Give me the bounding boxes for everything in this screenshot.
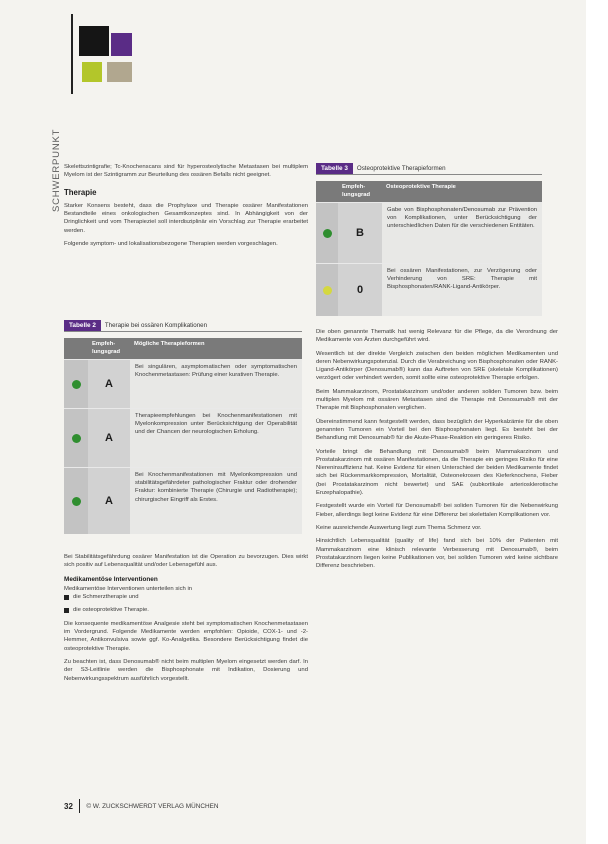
recommendation-dot-green xyxy=(72,434,81,443)
table-3 xyxy=(316,163,542,316)
left-column-bottom xyxy=(64,553,308,688)
table-3-text: Bei ossären Manifestationen, zur Verzögerung oder Verhinderung von SRE: Therapie mit Bisphosphonaten/RANK-Ligand-Antikörper. xyxy=(382,264,542,316)
list-item: die Schmerztherapie und xyxy=(64,593,308,601)
therapy-paragraph-2: Folgende symptom- und lokalisationsbezogene Therapien werden vorgeschlagen. xyxy=(64,241,278,248)
bullet-square-icon xyxy=(64,608,69,613)
right-paragraph-3: Beim Mammakarzinom, Prostatakarzinom und/oder anderen soliden Tumoren bzw. beim multiplen Myelom mit ossären Metastasen sind die Therapie mit Denosumab® mit der Therapie mit Bisphosphonaten verglichen. xyxy=(316,388,558,412)
recommendation-dot-green xyxy=(72,497,81,506)
intro-paragraph: Skelettszintigrafie; Tc-Knochenscans sind für hyperosteolytische Metastasen bei multiplem Myelom ist der Szintigramm zur Beurteilung des ossären Befalls nicht geeignet. xyxy=(64,164,308,179)
table-3-text: Gabe von Bisphosphonaten/Denosumab zur Prävention von Komplikationen, unter Berücksichtigung der unterschiedlichen Daten für die verschiedenen Entitäten. xyxy=(382,203,542,263)
table-3-row xyxy=(316,263,542,316)
page-edge xyxy=(586,0,608,844)
table-3-col-grade: Empfeh-lungsgrad xyxy=(342,184,371,198)
table-2-grade: A xyxy=(88,409,130,467)
table-3-row xyxy=(316,202,542,263)
table-3-badge: Tabelle 3 xyxy=(316,163,353,174)
section-label: SCHWERPUNKT xyxy=(51,128,62,212)
medication-intro: Medikamentöse Interventionen unterteilen sich in xyxy=(64,585,193,592)
list-item: die osteoprotektive Therapie. xyxy=(64,606,308,614)
after-table-paragraph: Bei Stabilitätsgefährdung ossärer Manifestation ist die Operation zu bevorzugen. Dies wirkt sich positiv auf Lebensqualität und/oder Lebensgefühl aus. xyxy=(64,554,308,569)
publisher-credit: © W. ZUCKSCHWERDT VERLAG MÜNCHEN xyxy=(86,802,219,810)
right-paragraph-6: Festgestellt wurde ein Vorteil für Denosumab® bei soliden Tumoren für die Nebenwirkung Fieber, allerdings liegt keine Evidenz für eine Differenz bei skelettalen Komplikationen vor. xyxy=(316,503,558,518)
recommendation-dot-green xyxy=(323,229,332,238)
table-2 xyxy=(64,320,302,534)
table-2-row xyxy=(64,408,302,467)
table-2-col-grade: Empfeh-lungsgrad xyxy=(92,341,121,355)
right-column xyxy=(316,328,558,575)
page-number: 32 xyxy=(64,801,73,811)
right-paragraph-2: Wesentlich ist der direkte Vergleich zwischen den beiden möglichen Medikamenten und deren Nebenwirkungspotenzial. Durch die Verabreichung von Bisphosphonaten oder RANK-Ligand-Antikörper (Denosumab®) kann das Auftreten von SRE (skeletale Komplikationen) verzögert oder verhindert werden, somit sollte eine osteoprotektive Therapie erfolgen. xyxy=(316,350,558,382)
footer-divider xyxy=(79,799,81,813)
table-2-grade: A xyxy=(88,360,130,408)
bullet-square-icon xyxy=(64,595,69,600)
table-3-grade: 0 xyxy=(338,264,382,316)
table-2-col-text: Mögliche Therapieformen xyxy=(134,341,205,347)
recommendation-dot-yellow xyxy=(323,286,332,295)
table-2-text: Bei Knochenmanifestationen mit Myelonkompression und stabilitätsgefährdeter pathologischer Fraktur oder drohender Fraktur: kombinierte Therapie (Chirurgie und Radiotherapie); chirurgischer Eingriff als Erstes. xyxy=(130,468,302,534)
table-2-row xyxy=(64,467,302,534)
table-2-text: Therapieempfehlungen bei Knochenmanifestationen mit Myelonkompression unter Berücksichtigung der Operabilität und der Chancen der neurologischen Erholung. xyxy=(130,409,302,467)
logo-square-black xyxy=(79,26,109,56)
medication-heading: Medikamentöse Interventionen xyxy=(64,575,158,583)
table-3-title: Osteoprotektive Therapieformen xyxy=(356,165,446,172)
left-column-top xyxy=(64,163,308,253)
table-2-text: Bei singulären, asymptomatischen oder symptomatischen Knochenmetastasen: Prüfung einer kurativen Therapie. xyxy=(130,360,302,408)
right-paragraph-1: Die oben genannte Thematik hat wenig Relevanz für die Pflege, da die Verordnung der Medikamente von Ärzten durchgeführt wird. xyxy=(316,329,558,344)
header-rule xyxy=(71,14,73,94)
right-paragraph-5: Vorteile bringt die Behandlung mit Denosumab® beim Mammakarzinom und Prostatakarzinom mit ossären Manifestationen, da die Therapie ein geringes Risiko für eine Niereninsuffizienz hat. Keine Evidenz für einen Unterschied der beiden Medikamente findet sich bei Rückenmarkkompression, Mortalität, Osteonekrosen des Kieferknochens, Fieber (bei Prostatakarzinom nicht bewertet) und SAE (subkortikale arteriosklerotische Enzephalopathie). xyxy=(316,448,558,497)
logo-square-tan xyxy=(107,62,132,82)
medication-paragraph-2: Zu beachten ist, dass Denosumab® nicht beim multiplen Myelom eingesetzt werden darf. In der S3-Leitlinie werden die Bisphosphonate mit Indikation, Dosierung und Nebenwirkungsspektrum ausführlich vorgestellt. xyxy=(64,658,308,682)
logo-square-purple xyxy=(111,33,132,56)
right-paragraph-7: Keine ausreichende Auswertung liegt zum Thema Schmerz vor. xyxy=(316,524,482,531)
recommendation-dot-green xyxy=(72,380,81,389)
right-paragraph-4: Übereinstimmend kann festgestellt werden, dass bezüglich der Hyperkalzämie für die oben genannten Tumoren ein Vorteil bei den Bisphosphonaten liegt. Es besteht bei der Behandlung mit Denosumab® für die Akute-Phase-Reaktion ein geringeres Risiko. xyxy=(316,418,558,442)
table-3-header xyxy=(316,181,542,202)
table-2-header xyxy=(64,338,302,359)
therapy-heading: Therapie xyxy=(64,187,97,197)
page-footer xyxy=(64,799,218,813)
table-3-col-text: Osteoprotektive Therapie xyxy=(386,184,456,190)
table-2-title: Therapie bei ossären Komplikationen xyxy=(104,322,208,329)
medication-paragraph-1: Die konsequente medikamentöse Analgesie steht bei symptomatischen Knochenmetastasen im Vordergrund. Folgende Medikamente werden empfohlen: Opioide, COX-1- und -2-Hemmer, Antikonvulsiva sowie ggf. Ko-Analgetika. Besondere Berücksichtigung findet die osteoprotektive Therapie. xyxy=(64,620,308,652)
logo-square-green xyxy=(82,62,102,82)
table-2-caption xyxy=(64,320,302,332)
therapy-paragraph-1: Starker Konsens besteht, dass die Prophylaxe und Therapie ossärer Manifestationen Bestandteile eines onkologischen Gesamtkonzeptes sind. In Abhängigkeit von der Dringlichkeit und vom Therapieziel soll interdisziplinär ein Vorschlag zur Therapie erarbeitet werden. xyxy=(64,202,308,234)
table-3-caption xyxy=(316,163,542,175)
table-2-badge: Tabelle 2 xyxy=(64,320,101,331)
right-paragraph-8: Hinsichtlich Lebensqualität (quality of life) fand sich bei 10% der Patienten mit Mammakarzinom eine klinisch relevante Verbesserung mit Denosumab®, beim Prostatakarzinom liegen keine Publikationen vor, bei soliden Tumoren wird keine sichtbare Differenz beschrieben. xyxy=(316,538,558,570)
table-2-row xyxy=(64,359,302,408)
table-2-grade: A xyxy=(88,468,130,534)
table-3-grade: B xyxy=(338,203,382,263)
